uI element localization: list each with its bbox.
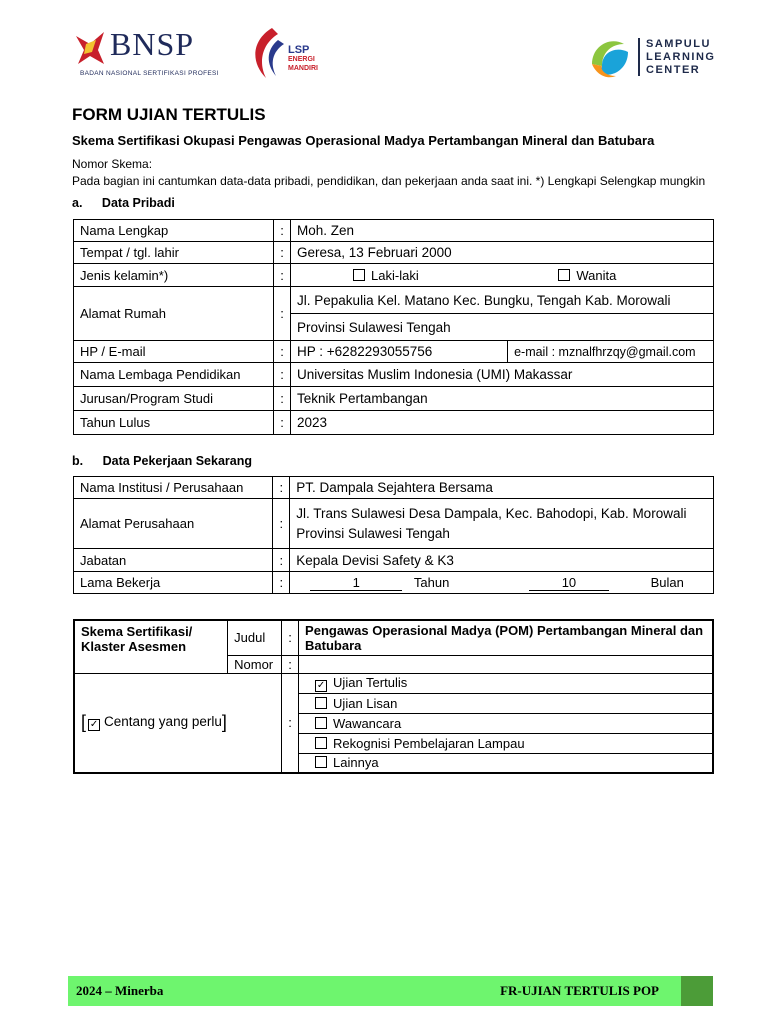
bulan-label: Bulan	[650, 574, 684, 590]
form-title: FORM UJIAN TERTULIS	[72, 105, 266, 124]
nomor-label: Nomor	[228, 655, 282, 673]
footer-accent	[681, 976, 713, 1006]
footer-left: 2024 – Minerba	[76, 983, 164, 998]
jk-laki-checkbox[interactable]: Laki-laki	[353, 268, 419, 283]
table-row	[74, 673, 713, 693]
hp-field[interactable]: HP : +6282293055756	[291, 341, 508, 363]
colon: :	[273, 499, 290, 549]
table-row	[74, 549, 714, 572]
table-row	[74, 387, 714, 411]
ttl-field[interactable]: Geresa, 13 Februari 2000	[291, 242, 714, 264]
institusi-field[interactable]: PT. Dampala Sejahtera Bersama	[290, 477, 714, 499]
colon: :	[274, 363, 291, 387]
colon: :	[274, 242, 291, 264]
jurusan-label: Jurusan/Program Studi	[74, 387, 274, 411]
option-lainnya[interactable]: Lainnya	[299, 753, 713, 773]
bnsp-logo	[74, 28, 219, 80]
alamat-perusahaan-line-2: Provinsi Sulawesi Tengah	[296, 525, 450, 541]
slc-logo	[588, 34, 718, 82]
data-pribadi-table	[73, 219, 714, 435]
alamat-perusahaan-line-1: Jl. Trans Sulawesi Desa Dampala, Kec. Bahodopi, Kab. Morowali	[296, 505, 687, 521]
lama-field	[290, 572, 714, 594]
form-subtitle: Skema Sertifikasi Okupasi Pengawas Operasional Madya Pertambangan Mineral dan Batubara	[72, 133, 655, 148]
jabatan-field[interactable]: Kepala Devisi Safety & K3	[290, 549, 714, 572]
lulus-field[interactable]: 2023	[291, 411, 714, 435]
jk-options	[291, 264, 714, 287]
colon: :	[274, 264, 291, 287]
skema-label: Skema Sertifikasi/ Klaster Asesmen	[74, 620, 228, 673]
lsp-swoosh-icon	[248, 26, 288, 80]
table-row	[74, 341, 714, 363]
slc-emblem-icon	[588, 34, 634, 80]
colon: :	[274, 341, 291, 363]
lulus-label: Tahun Lulus	[74, 411, 274, 435]
option-wawancara[interactable]: Wawancara	[299, 713, 713, 733]
section-a-heading	[72, 196, 175, 210]
alamat-line-2[interactable]: Provinsi Sulawesi Tengah	[291, 314, 714, 341]
tahun-value[interactable]: 1	[310, 575, 402, 591]
checkbox-icon	[315, 697, 327, 709]
lembaga-label: Nama Lembaga Pendidikan	[74, 363, 274, 387]
footer-bar	[68, 976, 713, 1006]
alamat-line-1[interactable]: Jl. Pepakulia Kel. Matano Kec. Bungku, Tengah Kab. Morowali	[291, 287, 714, 314]
nomor-skema-label: Nomor Skema:	[72, 157, 153, 171]
section-a-letter: a.	[72, 196, 83, 210]
ttl-label: Tempat / tgl. lahir	[74, 242, 274, 264]
tahun-label: Tahun	[413, 574, 450, 590]
centang-label: Centang yang perlu	[104, 714, 222, 730]
table-row	[74, 220, 714, 242]
colon: :	[273, 549, 290, 572]
jk-label: Jenis kelamin*)	[74, 264, 274, 287]
checkbox-icon	[315, 737, 327, 749]
nomor-field[interactable]	[299, 655, 713, 673]
checkbox-icon	[315, 756, 327, 768]
judul-label: Judul	[228, 620, 282, 655]
bnsp-wordmark: BNSP	[110, 26, 195, 62]
alamat-perusahaan-label: Alamat Perusahaan	[74, 499, 273, 549]
table-row	[74, 287, 714, 314]
lama-label: Lama Bekerja	[74, 572, 273, 594]
colon: :	[282, 620, 299, 655]
checkbox-checked-icon: ✓	[89, 719, 99, 731]
jurusan-field[interactable]: Teknik Pertambangan	[291, 387, 714, 411]
bnsp-emblem-icon	[74, 30, 108, 66]
colon: :	[282, 673, 299, 773]
table-row	[74, 363, 714, 387]
table-row	[74, 572, 714, 594]
table-row	[74, 620, 713, 655]
nama-label: Nama Lengkap	[74, 220, 274, 242]
alamat-label: Alamat Rumah	[74, 287, 274, 341]
lsp-line-2: ENERGI	[288, 56, 315, 63]
lsp-line-3: MANDIRI	[288, 65, 318, 72]
table-row	[74, 411, 714, 435]
colon: :	[274, 387, 291, 411]
slc-line-3: CENTER	[646, 64, 701, 76]
jabatan-label: Jabatan	[74, 549, 273, 572]
bnsp-subtitle: BADAN NASIONAL SERTIFIKASI PROFESI	[80, 70, 219, 77]
nama-field[interactable]: Moh. Zen	[291, 220, 714, 242]
table-row	[74, 499, 714, 549]
colon: :	[274, 411, 291, 435]
checkbox-checked-icon: ✓	[316, 679, 326, 691]
colon: :	[273, 572, 290, 594]
option-rekognisi[interactable]: Rekognisi Pembelajaran Lampau	[299, 733, 713, 753]
option-ujian-lisan[interactable]: Ujian Lisan	[299, 693, 713, 713]
jk-wanita-checkbox[interactable]: Wanita	[558, 268, 616, 283]
lsp-line-1: LSP	[288, 44, 310, 56]
colon: :	[274, 287, 291, 341]
email-field[interactable]: e-mail : mznalfhrzqy@gmail.com	[508, 341, 714, 363]
section-b-heading	[72, 454, 252, 468]
lembaga-field[interactable]: Universitas Muslim Indonesia (UMI) Makassar	[291, 363, 714, 387]
colon: :	[274, 220, 291, 242]
section-b-letter: b.	[72, 454, 84, 468]
slc-line-2: LEARNING	[646, 51, 716, 63]
skema-table	[73, 619, 714, 774]
hp-label: HP / E-mail	[74, 341, 274, 363]
bulan-value[interactable]: 10	[529, 575, 609, 591]
instruction-text: Pada bagian ini cantumkan data-data pribadi, pendidikan, dan pekerjaan anda saat ini. *) Lengkapi Selengkap mungkin	[72, 174, 706, 188]
footer-right: FR-UJIAN TERTULIS POP	[500, 983, 659, 998]
section-a-title: Data Pribadi	[101, 196, 175, 210]
table-row	[74, 242, 714, 264]
table-row	[74, 477, 714, 499]
slc-line-1: SAMPULU	[646, 38, 711, 50]
centang-cell: [ ✓ Centang yang perlu]	[74, 673, 282, 773]
colon: :	[282, 655, 299, 673]
table-row	[74, 264, 714, 287]
option-ujian-tertulis[interactable]: ✓ Ujian Tertulis	[299, 673, 713, 693]
checkbox-icon	[315, 717, 327, 729]
judul-field[interactable]: Pengawas Operasional Madya (POM) Pertambangan Mineral dan Batubara	[299, 620, 713, 655]
institusi-label: Nama Institusi / Perusahaan	[74, 477, 273, 499]
lsp-logo	[248, 26, 338, 80]
alamat-perusahaan-field[interactable]	[290, 499, 714, 549]
data-pekerjaan-table	[73, 476, 714, 594]
section-b-title: Data Pekerjaan Sekarang	[102, 454, 252, 468]
colon: :	[273, 477, 290, 499]
